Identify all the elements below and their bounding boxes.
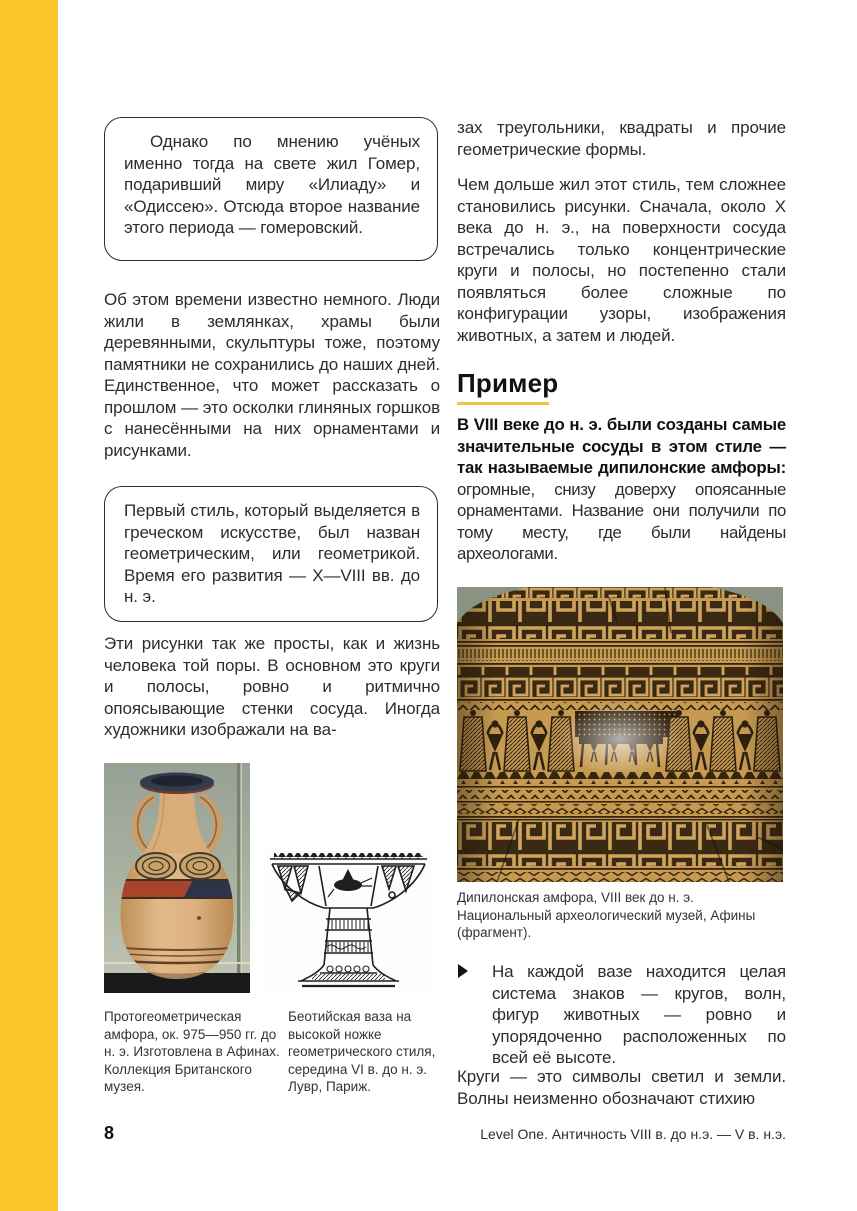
page-number: 8 — [104, 1123, 115, 1143]
footer-book-title: Level One. Античность VIII в. до н.э. — V в. н.э. — [480, 1126, 786, 1142]
paragraph-shapes: зах треугольники, квадраты и прочие геометрические формы. — [457, 118, 786, 159]
paragraph-about-period: Об этом времени известно немного. Люди жили в землянках, храмы были деревянными, скульптуры тоже, поэтому памятники не сохранились до наших дней. Единственное, что может рассказать о прошлом — это осколки глиняных горшков с нанесёнными на них орнаментами и рисунками. — [104, 290, 440, 460]
key-point-text: На каждой вазе находится целая система знаков — кругов, волн, фигур животных — ровно и упорядоченно расположенных по всей её высоте. — [492, 962, 786, 1067]
key-point-item — [458, 961, 786, 1069]
protogeometric-amphora-photo — [104, 763, 250, 993]
callout-homer-text: Однако по мнению учёных именно тогда на свете жил Гомер, подаривший миру «Илиаду» и «Одиссею». Отсюда второе название этого периода — гомеровский. — [124, 132, 420, 237]
boeotian-vase-drawing — [262, 845, 435, 993]
section-heading-example: Пример — [457, 368, 559, 398]
callout-geometric-style — [104, 486, 438, 622]
caption-dipylon-amphora: Дипилонская амфора, VIII век до н. э. Национальный археологический музей, Афины (фрагмент). — [457, 890, 756, 940]
paragraph-dipylon-lead — [457, 414, 786, 565]
paragraph-symbols: Круги — это символы светил и земли. Волны неизменно обозначают стихию — [457, 1067, 786, 1108]
spine-accent-bar — [0, 0, 58, 1211]
heading-underline — [457, 402, 549, 405]
lead-rest-text: огромные, снизу доверху опоясанные орнаментами. Название они получили по тому месту, где были найдены археологами. — [457, 479, 786, 563]
caption-boeotian-vase: Беотийская ваза на высокой ножке геометрического стиля, середина VI в. до н. э. Лувр, Париж. — [288, 1009, 436, 1094]
dipylon-amphora-photo — [457, 587, 783, 882]
boeotian-vase-image — [262, 845, 435, 993]
caption-protogeometric-amphora: Протогеометрическая амфора, ок. 975—950 гг. до н. э. Изготовлена в Афинах. Коллекция Британского музея. — [104, 1009, 280, 1094]
dipylon-amphora-image — [457, 587, 783, 882]
paragraph-drawings: Эти рисунки так же просты, как и жизнь человека той поры. В основном это круги и полосы, ровно и ритмично опоясывающие стенки сосуда. Иногда художники изображали на ва- — [104, 634, 440, 739]
bullet-triangle-icon — [458, 964, 468, 978]
paragraph-style-evolution: Чем дольше жил этот стиль, тем сложнее становились рисунки. Сначала, около X века до н. э., на поверхности сосуда встречались только концентрические круги и полосы, но постепенно стали появляться более сложные по конфигурации узоры, изображения животных, а затем и людей. — [457, 175, 786, 345]
callout-homer — [104, 117, 438, 261]
callout-geometric-text: Первый стиль, который выделяется в греческом искусстве, был назван геометрическим, или геометрикой. Время его развития — X—VIII вв. до н. э. — [124, 501, 420, 606]
protogeometric-amphora-image — [104, 763, 250, 993]
lead-bold-text: В VIII веке до н. э. были созданы самые значительные сосуды в этом стиле — так называемые дипилонские амфоры: — [457, 415, 786, 477]
